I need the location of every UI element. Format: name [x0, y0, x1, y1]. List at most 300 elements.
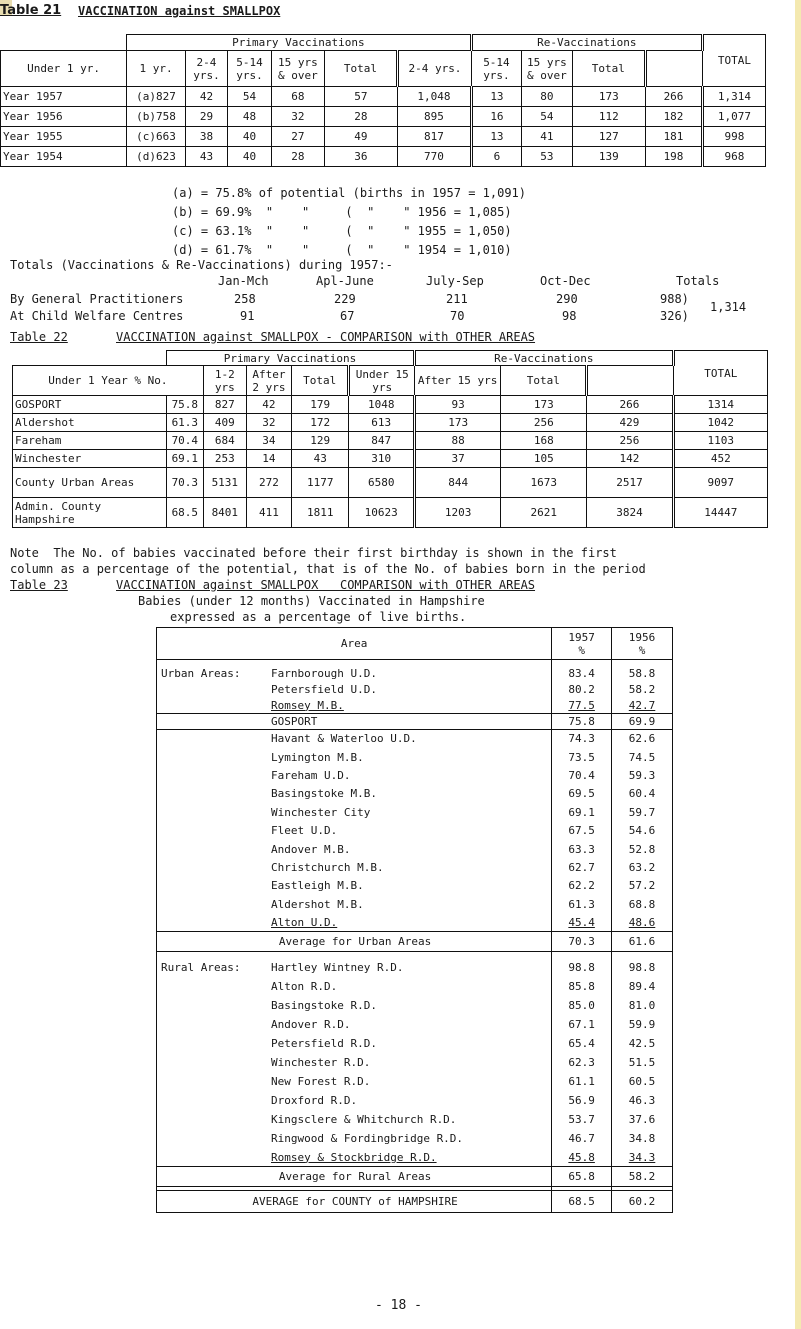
value: 42.7 — [628, 698, 656, 712]
table-cell: 168 — [501, 432, 587, 450]
value: 69.5 — [568, 787, 595, 801]
table-cell: 1048 — [349, 396, 415, 414]
table-row — [13, 432, 768, 450]
table-cell: 57 — [324, 87, 398, 107]
area-name: Petersfield U.D. — [271, 683, 377, 696]
row-label: Year 1956 — [1, 107, 127, 127]
area-name: Romsey M.B. — [271, 698, 344, 712]
table-cell: 409 — [203, 414, 246, 432]
value: 81.0 — [628, 998, 656, 1012]
area-name: Fleet U.D. — [271, 824, 338, 838]
value-1957 — [552, 730, 612, 748]
table-cell: 256 — [501, 414, 587, 432]
gp-q1: 258 — [234, 292, 256, 306]
area-name — [157, 840, 552, 858]
table-21-notes — [172, 184, 526, 260]
table-cell: 173 — [572, 87, 646, 107]
table-cell: 1314 — [673, 396, 767, 414]
value: 59.3 — [628, 768, 656, 782]
value: 75.8 — [568, 715, 595, 728]
value: 68.5 — [568, 1195, 595, 1209]
table-cell: (d)623 — [127, 147, 186, 167]
value-1956 — [612, 1091, 673, 1110]
table-cell: 844 — [415, 468, 501, 498]
col-header: Total — [291, 366, 348, 396]
table-cell: 42 — [185, 87, 227, 107]
table-cell: 28 — [272, 147, 325, 167]
table-cell: 684 — [203, 432, 246, 450]
value: 54.6 — [628, 824, 656, 838]
table-row — [157, 1110, 673, 1129]
value: 62.2 — [568, 879, 595, 893]
value-1957 — [552, 858, 612, 876]
table-cell: 1103 — [673, 432, 767, 450]
table-cell: 256 — [587, 432, 673, 450]
area-name: Andover M.B. — [271, 842, 351, 856]
table-cell: 14447 — [673, 498, 767, 528]
table-cell: 142 — [587, 450, 673, 468]
area-name: Andover R.D. — [271, 1017, 351, 1031]
area-name: Romsey & Stockbridge R.D. — [271, 1150, 437, 1164]
table-cell: 54 — [522, 107, 572, 127]
table-cell: 3824 — [587, 498, 673, 528]
table-cell: 1,048 — [398, 87, 472, 107]
table-cell: 1673 — [501, 468, 587, 498]
table-cell: 61.3 — [166, 414, 203, 432]
table-cell: 88 — [415, 432, 501, 450]
value-1956 — [612, 821, 673, 839]
value: 70.3 — [568, 935, 595, 949]
year: 1956 — [628, 630, 656, 644]
table-row — [157, 858, 673, 876]
table-cell: 112 — [572, 107, 646, 127]
table-22-label: Table 22 — [10, 330, 68, 344]
area-name — [157, 748, 552, 766]
table-cell: 53 — [522, 147, 572, 167]
value-1957 — [552, 803, 612, 821]
table-cell: 310 — [349, 450, 415, 468]
value: 65.4 — [568, 1036, 595, 1050]
period-jan-mch: Jan-Mch — [218, 274, 269, 288]
value-1957 — [552, 977, 612, 996]
table-cell: 29 — [185, 107, 227, 127]
value: 63.2 — [628, 860, 656, 874]
value-1957 — [552, 1034, 612, 1053]
table-21-title: VACCINATION against SMALLPOX — [78, 4, 281, 18]
table-cell: 6580 — [349, 468, 415, 498]
row-label: County Urban Areas — [13, 468, 167, 498]
area-name: Aldershot M.B. — [271, 897, 364, 911]
value-1956 — [612, 766, 673, 784]
table-row — [157, 1034, 673, 1053]
area-name — [157, 895, 552, 913]
table-cell: (c)663 — [127, 127, 186, 147]
note-line: (d) = 61.7% " " ( " " 1954 = 1,010) — [172, 243, 512, 257]
table-row — [157, 895, 673, 913]
col-header: Total — [324, 51, 398, 87]
area-name — [157, 1091, 552, 1110]
value-1957 — [552, 958, 612, 977]
page-number: - 18 - — [375, 1298, 422, 1313]
table-cell: 173 — [501, 396, 587, 414]
value-1957 — [552, 698, 612, 714]
table-cell: 272 — [246, 468, 291, 498]
value-1957 — [552, 666, 612, 682]
cw-q1: 91 — [240, 309, 255, 323]
row-label: Admin. County Hampshire — [13, 498, 167, 528]
table-row — [13, 468, 768, 498]
row-label: Winchester — [13, 450, 167, 468]
value-1956 — [612, 932, 673, 952]
value: 60.4 — [628, 787, 656, 801]
col-header: 5-14 yrs. — [471, 51, 521, 87]
value: 58.8 — [628, 667, 656, 680]
table-row — [157, 821, 673, 839]
area-name: Fareham U.D. — [271, 768, 351, 782]
value-1956 — [612, 1129, 673, 1148]
value-1957 — [552, 1072, 612, 1091]
area-name: Basingstoke R.D. — [271, 998, 377, 1012]
period-july-sep: July-Sep — [426, 274, 484, 288]
value: 98.8 — [568, 960, 595, 974]
table-cell: 266 — [646, 87, 703, 107]
table-row — [157, 1072, 673, 1091]
table-cell: 36 — [324, 147, 398, 167]
value: 62.6 — [628, 732, 656, 746]
col-header: 2-4 yrs. — [185, 51, 227, 87]
value: 58.2 — [628, 1170, 656, 1184]
cw-total: 326) — [660, 309, 689, 323]
table-21 — [0, 34, 766, 167]
table-row — [13, 414, 768, 432]
area-name: Petersfield R.D. — [271, 1036, 377, 1050]
table-cell: 40 — [227, 127, 271, 147]
table-cell: 10623 — [349, 498, 415, 528]
table-cell: 70.4 — [166, 432, 203, 450]
value: 85.8 — [568, 979, 595, 993]
gp-q2: 229 — [334, 292, 356, 306]
area-name — [157, 666, 552, 682]
table-row — [157, 913, 673, 931]
grand-total: 1,314 — [710, 300, 747, 314]
period-apl-june: Apl-June — [316, 274, 374, 288]
cw-q2: 67 — [340, 309, 355, 323]
value-1957 — [552, 714, 612, 730]
col-header: Under 15 yrs — [349, 366, 415, 396]
table-cell: 43 — [291, 450, 348, 468]
value: 62.7 — [568, 860, 595, 874]
table-row — [157, 1191, 673, 1213]
table-cell: 13 — [471, 127, 521, 147]
gp-total: 988) — [660, 292, 689, 306]
table-row — [157, 730, 673, 748]
col-header: 1-2 yrs — [203, 366, 246, 396]
table-row — [157, 682, 673, 698]
value-1956 — [612, 803, 673, 821]
value: 69.9 — [628, 715, 656, 728]
value-1956 — [612, 977, 673, 996]
year-1957-header — [552, 628, 612, 660]
table-cell: 429 — [587, 414, 673, 432]
area-name — [157, 977, 552, 996]
value: 61.3 — [568, 897, 595, 911]
area-name: Kingsclere & Whitchurch R.D. — [271, 1112, 457, 1126]
table-cell: 41 — [522, 127, 572, 147]
table-row — [157, 958, 673, 977]
value-1957 — [552, 1053, 612, 1072]
value: 73.5 — [568, 750, 595, 764]
gp-q3: 211 — [446, 292, 468, 306]
col-header: Under 1 Year % No. — [13, 366, 204, 396]
row-label: Fareham — [13, 432, 167, 450]
table-cell: 847 — [349, 432, 415, 450]
area-name: Droxford R.D. — [271, 1093, 358, 1107]
value-1956 — [612, 1053, 673, 1072]
table-cell: 1203 — [415, 498, 501, 528]
value-1957 — [552, 785, 612, 803]
table-cell: 198 — [646, 147, 703, 167]
table-row — [13, 498, 768, 528]
table-cell: 68.5 — [166, 498, 203, 528]
area-name — [157, 996, 552, 1015]
rural-average: Average for Rural Areas — [278, 1170, 432, 1184]
table-cell: 93 — [415, 396, 501, 414]
value-1957 — [552, 1091, 612, 1110]
value-1956 — [612, 958, 673, 977]
area-name — [157, 821, 552, 839]
page-edge — [795, 0, 801, 1329]
table-cell: 613 — [349, 414, 415, 432]
row-label: Year 1957 — [1, 87, 127, 107]
value-1956 — [612, 1072, 673, 1091]
table-cell: 770 — [398, 147, 472, 167]
value: 74.5 — [628, 750, 656, 764]
table-row — [1, 87, 766, 107]
value: 65.8 — [568, 1170, 595, 1184]
area-name — [157, 766, 552, 784]
table-cell: (b)758 — [127, 107, 186, 127]
table-23-title: VACCINATION against SMALLPOX COMPARISON with OTHER AREAS — [116, 578, 536, 592]
value: 46.7 — [568, 1131, 595, 1145]
table-row — [157, 1167, 673, 1187]
row-label: GOSPORT — [13, 396, 167, 414]
value-1956 — [612, 748, 673, 766]
value-1957 — [552, 1167, 612, 1187]
value: 57.2 — [628, 879, 656, 893]
table-row — [13, 396, 768, 414]
value: 63.3 — [568, 842, 595, 856]
value: 59.9 — [628, 1017, 656, 1031]
area-name — [157, 932, 552, 952]
value-1956 — [612, 1015, 673, 1034]
value-1956 — [612, 1148, 673, 1167]
table-22-title: VACCINATION against SMALLPOX - COMPARISON with OTHER AREAS — [116, 330, 536, 344]
table-cell: 38 — [185, 127, 227, 147]
table-row — [157, 977, 673, 996]
area-name — [157, 1167, 552, 1187]
area-name — [157, 1148, 552, 1167]
value-1956 — [612, 1191, 673, 1213]
value-1956 — [612, 1167, 673, 1187]
value-1957 — [552, 1110, 612, 1129]
t22-total-header: TOTAL — [673, 351, 767, 396]
table-cell: 173 — [415, 414, 501, 432]
table-row — [157, 1053, 673, 1072]
area-name: Farnborough U.D. — [271, 667, 377, 680]
table-cell: 32 — [272, 107, 325, 127]
value: 42.5 — [628, 1036, 656, 1050]
value: 77.5 — [568, 698, 595, 712]
value-1957 — [552, 1129, 612, 1148]
value: 69.1 — [568, 805, 595, 819]
table-cell: 172 — [291, 414, 348, 432]
table-cell: 16 — [471, 107, 521, 127]
col-header: 15 yrs & over — [272, 51, 325, 87]
table-row — [1, 127, 766, 147]
area-name: Ringwood & Fordingbridge R.D. — [271, 1131, 464, 1145]
note-line: (c) = 63.1% " " ( " " 1955 = 1,050) — [172, 224, 512, 238]
area-name — [157, 803, 552, 821]
col-header: 2-4 yrs. — [398, 51, 472, 87]
table-row — [157, 766, 673, 784]
year: 1957 — [568, 630, 595, 644]
table-cell: 43 — [185, 147, 227, 167]
area-name — [157, 1015, 552, 1034]
table-cell: 127 — [572, 127, 646, 147]
value-1957 — [552, 766, 612, 784]
table-22 — [12, 350, 768, 528]
value-1957 — [552, 748, 612, 766]
table-row — [157, 932, 673, 952]
value: 67.1 — [568, 1017, 595, 1031]
table-23 — [156, 627, 673, 1213]
table-cell: 49 — [324, 127, 398, 147]
value: 34.8 — [628, 1131, 656, 1145]
area-name — [157, 714, 552, 730]
row-label: Aldershot — [13, 414, 167, 432]
value: 83.4 — [568, 667, 595, 680]
primary-group-header: Primary Vaccinations — [127, 35, 472, 51]
value: 48.6 — [628, 915, 656, 929]
table-cell: 69.1 — [166, 450, 203, 468]
table-cell: 80 — [522, 87, 572, 107]
value: 45.4 — [568, 915, 595, 929]
value-1956 — [612, 730, 673, 748]
value: 46.3 — [628, 1093, 656, 1107]
area-name: Lymington M.B. — [271, 750, 364, 764]
table-cell: 14 — [246, 450, 291, 468]
value-1957 — [552, 996, 612, 1015]
table-cell: 70.3 — [166, 468, 203, 498]
area-name — [157, 682, 552, 698]
table-row — [1, 147, 766, 167]
table-row — [157, 1129, 673, 1148]
table-23-subtitle-2: expressed as a percentage of live births. — [170, 610, 467, 624]
percent: % — [578, 643, 585, 657]
t22-revacc-header: Re-Vaccinations — [415, 351, 673, 366]
value-1957 — [552, 682, 612, 698]
value: 53.7 — [568, 1112, 595, 1126]
area-name — [157, 785, 552, 803]
table-cell: 2517 — [587, 468, 673, 498]
revacc-group-header: Re-Vaccinations — [471, 35, 702, 51]
value-1957 — [552, 821, 612, 839]
value-1956 — [612, 895, 673, 913]
table-cell: 37 — [415, 450, 501, 468]
value-1957 — [552, 1191, 612, 1213]
percent: % — [638, 643, 646, 657]
area-name: Basingstoke M.B. — [271, 787, 377, 801]
value: 74.3 — [568, 732, 595, 746]
value-1956 — [612, 1034, 673, 1053]
year-1956-header — [612, 628, 673, 660]
area-name — [157, 877, 552, 895]
urban-areas-label: Urban Areas: — [161, 667, 241, 680]
value: 67.5 — [568, 824, 595, 838]
table-cell: 34 — [246, 432, 291, 450]
area-name — [157, 698, 552, 714]
table-cell: 1,314 — [702, 87, 765, 107]
table-cell: 13 — [471, 87, 521, 107]
row-label: Year 1955 — [1, 127, 127, 147]
area-name: New Forest R.D. — [271, 1074, 371, 1088]
table-cell: 105 — [501, 450, 587, 468]
table-row — [157, 666, 673, 682]
gp-label: By General Practitioners — [10, 292, 184, 306]
table-cell: 8401 — [203, 498, 246, 528]
value-1957 — [552, 913, 612, 931]
value-1956 — [612, 785, 673, 803]
value: 98.8 — [628, 960, 656, 974]
cw-q4: 98 — [562, 309, 577, 323]
row-label: Year 1954 — [1, 147, 127, 167]
area-header: Area — [157, 628, 552, 660]
area-name — [157, 913, 552, 931]
table-row — [157, 748, 673, 766]
cw-label: At Child Welfare Centres — [10, 309, 184, 323]
value-1956 — [612, 698, 673, 714]
table-cell: 2621 — [501, 498, 587, 528]
t22-primary-header: Primary Vaccinations — [166, 351, 414, 366]
county-average: AVERAGE for COUNTY of HAMPSHIRE — [252, 1195, 458, 1209]
value: 70.4 — [568, 768, 595, 782]
table-cell: 68 — [272, 87, 325, 107]
value: 51.5 — [628, 1055, 656, 1069]
value-1957 — [552, 932, 612, 952]
table-cell: 6 — [471, 147, 521, 167]
area-name: Alton U.D. — [271, 915, 338, 929]
note-line-2: column as a percentage of the potential, that is of the No. of babies born in the period — [10, 562, 646, 576]
area-name — [157, 1034, 552, 1053]
table-cell: 129 — [291, 432, 348, 450]
table-cell: 452 — [673, 450, 767, 468]
col-header: 1 yr. — [127, 51, 186, 87]
value: 60.5 — [628, 1074, 656, 1088]
table-row — [157, 714, 673, 730]
note-line: (a) = 75.8% of potential (births in 1957 = 1,091) — [172, 186, 527, 200]
table-cell: 5131 — [203, 468, 246, 498]
totals-line: Totals (Vaccinations & Re-Vaccinations) during 1957:- — [10, 258, 393, 272]
value-1956 — [612, 877, 673, 895]
header-row — [157, 628, 673, 660]
rural-areas-label: Rural Areas: — [161, 960, 241, 974]
area-name: Christchurch M.B. — [271, 860, 384, 874]
period-totals: Totals — [676, 274, 720, 288]
area-name: Winchester City — [271, 805, 371, 819]
table-row — [157, 785, 673, 803]
table-cell: 1,077 — [702, 107, 765, 127]
table-cell: 968 — [702, 147, 765, 167]
